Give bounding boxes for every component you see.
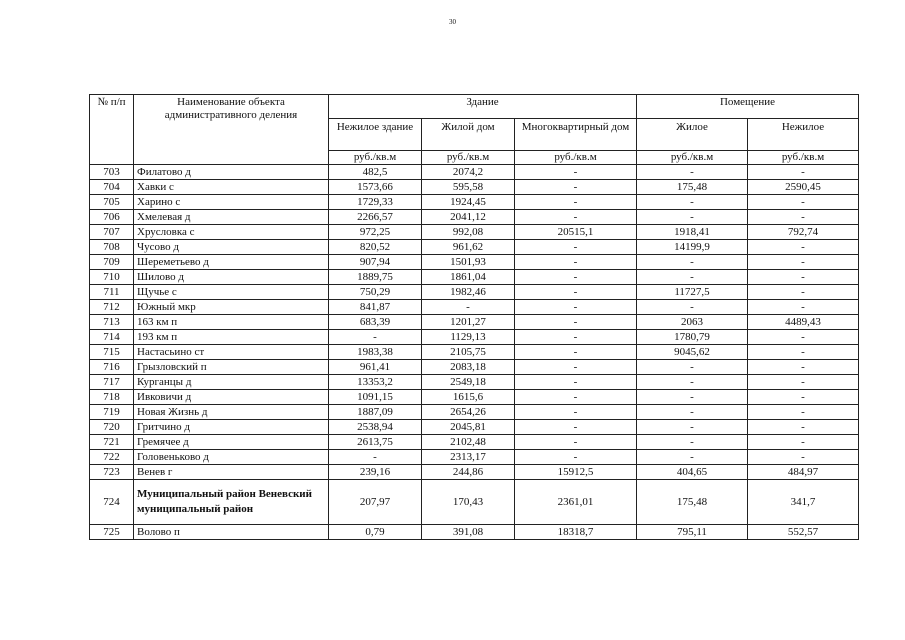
cell-nonres-premises: -	[748, 165, 859, 180]
cell-nonres-building: 1887,09	[329, 405, 422, 420]
table-row	[90, 285, 859, 300]
table-row	[90, 300, 859, 315]
cell-residential-premises: -	[637, 165, 748, 180]
row-number: 710	[90, 270, 134, 285]
row-name: 193 км п	[134, 330, 329, 345]
row-number: 719	[90, 405, 134, 420]
cell-residential-house: 992,08	[422, 225, 515, 240]
row-name: Головеньково д	[134, 450, 329, 465]
cell-residential-house: 170,43	[422, 480, 515, 525]
cell-residential-house: 2549,18	[422, 375, 515, 390]
cell-nonres-premises: -	[748, 345, 859, 360]
table-row	[90, 180, 859, 195]
row-name: Гремячее д	[134, 435, 329, 450]
cell-nonres-premises: -	[748, 255, 859, 270]
cell-residential-premises: 404,65	[637, 465, 748, 480]
table-row	[90, 360, 859, 375]
cell-nonres-premises: -	[748, 360, 859, 375]
cell-residential-premises: -	[637, 360, 748, 375]
cell-nonres-building: 482,5	[329, 165, 422, 180]
row-number: 725	[90, 525, 134, 540]
row-name: Чусово д	[134, 240, 329, 255]
cell-residential-premises: 175,48	[637, 180, 748, 195]
cell-nonres-premises: -	[748, 375, 859, 390]
cell-residential-house: 595,58	[422, 180, 515, 195]
cell-residential-premises: -	[637, 390, 748, 405]
unit-label: руб./кв.м	[329, 151, 422, 165]
table-row	[90, 450, 859, 465]
header-building-group: Здание	[329, 95, 637, 119]
cell-nonres-premises: -	[748, 450, 859, 465]
row-name: Хрусловка с	[134, 225, 329, 240]
table-row	[90, 525, 859, 540]
row-name: 163 км п	[134, 315, 329, 330]
header-residential-house: Жилой дом	[422, 119, 515, 151]
cell-residential-house: 2074,2	[422, 165, 515, 180]
row-name: Ивковичи д	[134, 390, 329, 405]
header-apartment-building: Многоквартирный дом	[515, 119, 637, 151]
row-number: 707	[90, 225, 134, 240]
cell-residential-premises: -	[637, 270, 748, 285]
cell-nonres-building: 1573,66	[329, 180, 422, 195]
cell-apartment-building: -	[515, 450, 637, 465]
row-number: 706	[90, 210, 134, 225]
cell-nonres-premises: 4489,43	[748, 315, 859, 330]
cell-residential-house: 2102,48	[422, 435, 515, 450]
table-row	[90, 270, 859, 285]
cell-nonres-premises: -	[748, 390, 859, 405]
table-row	[90, 420, 859, 435]
table-row	[90, 330, 859, 345]
row-number: 720	[90, 420, 134, 435]
cell-residential-premises: 14199,9	[637, 240, 748, 255]
header-nonres-premises: Нежилое	[748, 119, 859, 151]
row-name: Харино с	[134, 195, 329, 210]
cell-apartment-building: -	[515, 375, 637, 390]
cell-residential-premises: -	[637, 405, 748, 420]
row-name: Шилово д	[134, 270, 329, 285]
row-name: Новая Жизнь д	[134, 405, 329, 420]
header-name: Наименование объекта административного деления	[134, 95, 329, 165]
cell-residential-house: 391,08	[422, 525, 515, 540]
cell-residential-house: 1129,13	[422, 330, 515, 345]
unit-label: руб./кв.м	[748, 151, 859, 165]
cell-nonres-premises: 341,7	[748, 480, 859, 525]
cell-nonres-building: 239,16	[329, 465, 422, 480]
cell-nonres-premises: 2590,45	[748, 180, 859, 195]
cell-residential-house: 1615,6	[422, 390, 515, 405]
table-row	[90, 195, 859, 210]
cell-residential-premises: -	[637, 195, 748, 210]
table-row	[90, 210, 859, 225]
cell-residential-house: -	[422, 300, 515, 315]
row-number: 705	[90, 195, 134, 210]
cell-nonres-building: 0,79	[329, 525, 422, 540]
table-body	[90, 165, 859, 540]
cell-apartment-building: -	[515, 315, 637, 330]
row-number: 715	[90, 345, 134, 360]
cell-residential-premises: -	[637, 435, 748, 450]
cell-nonres-premises: -	[748, 330, 859, 345]
cell-residential-house: 2041,12	[422, 210, 515, 225]
row-name: Настасьино ст	[134, 345, 329, 360]
table-row	[90, 255, 859, 270]
cell-residential-premises: -	[637, 375, 748, 390]
row-number: 721	[90, 435, 134, 450]
cell-residential-premises: 2063	[637, 315, 748, 330]
cell-apartment-building: 20515,1	[515, 225, 637, 240]
cell-nonres-building: 820,52	[329, 240, 422, 255]
row-number: 703	[90, 165, 134, 180]
row-name: Курганцы д	[134, 375, 329, 390]
cell-nonres-premises: -	[748, 435, 859, 450]
table-row	[90, 375, 859, 390]
cell-apartment-building: -	[515, 240, 637, 255]
cell-nonres-building: 2266,57	[329, 210, 422, 225]
cell-nonres-building: -	[329, 450, 422, 465]
cell-apartment-building: -	[515, 360, 637, 375]
row-number: 709	[90, 255, 134, 270]
cell-nonres-building: 1091,15	[329, 390, 422, 405]
cell-residential-house: 244,86	[422, 465, 515, 480]
header-residential-premises: Жилое	[637, 119, 748, 151]
cell-residential-premises: -	[637, 420, 748, 435]
cell-residential-premises: -	[637, 255, 748, 270]
cell-apartment-building: -	[515, 435, 637, 450]
cell-residential-premises: -	[637, 210, 748, 225]
row-number: 714	[90, 330, 134, 345]
cell-residential-house: 1861,04	[422, 270, 515, 285]
cell-nonres-building: 13353,2	[329, 375, 422, 390]
table-row	[90, 405, 859, 420]
cell-residential-house: 1201,27	[422, 315, 515, 330]
cell-nonres-premises: -	[748, 195, 859, 210]
cell-nonres-building: 2538,94	[329, 420, 422, 435]
row-name: Грызловский п	[134, 360, 329, 375]
cell-residential-premises: 11727,5	[637, 285, 748, 300]
cell-nonres-building: 207,97	[329, 480, 422, 525]
cell-nonres-building: 750,29	[329, 285, 422, 300]
cell-residential-premises: -	[637, 450, 748, 465]
row-name: Хмелевая д	[134, 210, 329, 225]
cell-residential-house: 1501,93	[422, 255, 515, 270]
cell-nonres-premises: 484,97	[748, 465, 859, 480]
cell-apartment-building: -	[515, 270, 637, 285]
cell-apartment-building: -	[515, 420, 637, 435]
cell-residential-house: 2105,75	[422, 345, 515, 360]
table-row	[90, 465, 859, 480]
table-row	[90, 315, 859, 330]
cell-residential-premises: 795,11	[637, 525, 748, 540]
table-row	[90, 225, 859, 240]
row-name: Щучье с	[134, 285, 329, 300]
table-row	[90, 435, 859, 450]
cell-nonres-premises: -	[748, 285, 859, 300]
cell-nonres-building: 972,25	[329, 225, 422, 240]
cadastral-value-table	[89, 94, 859, 540]
cell-residential-house: 2045,81	[422, 420, 515, 435]
unit-label: руб./кв.м	[637, 151, 748, 165]
table-row	[90, 390, 859, 405]
row-number: 711	[90, 285, 134, 300]
cell-nonres-premises: -	[748, 300, 859, 315]
cell-residential-house: 2313,17	[422, 450, 515, 465]
row-name: Волово п	[134, 525, 329, 540]
cell-apartment-building: -	[515, 180, 637, 195]
cell-nonres-building: 1729,33	[329, 195, 422, 210]
cell-nonres-building: 1983,38	[329, 345, 422, 360]
row-name: Хавки с	[134, 180, 329, 195]
cell-nonres-premises: 552,57	[748, 525, 859, 540]
cell-apartment-building: -	[515, 255, 637, 270]
unit-label: руб./кв.м	[422, 151, 515, 165]
cell-residential-house: 2083,18	[422, 360, 515, 375]
cell-nonres-premises: -	[748, 210, 859, 225]
cell-nonres-premises: -	[748, 405, 859, 420]
cell-nonres-building: -	[329, 330, 422, 345]
cell-apartment-building: -	[515, 390, 637, 405]
table-row	[90, 240, 859, 255]
cell-nonres-building: 1889,75	[329, 270, 422, 285]
cell-apartment-building: -	[515, 345, 637, 360]
cell-apartment-building: -	[515, 165, 637, 180]
cell-residential-premises: 9045,62	[637, 345, 748, 360]
row-name: Муниципальный район Веневский муниципальный район	[134, 480, 329, 525]
row-number: 708	[90, 240, 134, 255]
cell-nonres-building: 841,87	[329, 300, 422, 315]
table-row	[90, 480, 859, 525]
header-num: № п/п	[90, 95, 134, 165]
row-number: 724	[90, 480, 134, 525]
row-name: Венев г	[134, 465, 329, 480]
row-number: 712	[90, 300, 134, 315]
row-name: Южный мкр	[134, 300, 329, 315]
row-number: 718	[90, 390, 134, 405]
cell-residential-premises: -	[637, 300, 748, 315]
row-number: 713	[90, 315, 134, 330]
cell-residential-house: 2654,26	[422, 405, 515, 420]
cell-nonres-premises: -	[748, 240, 859, 255]
header-nonres-building: Нежилое здание	[329, 119, 422, 151]
row-number: 722	[90, 450, 134, 465]
header-premises-group: Помещение	[637, 95, 859, 119]
page-number: 30	[449, 18, 456, 26]
cell-apartment-building: 2361,01	[515, 480, 637, 525]
cell-residential-premises: 1918,41	[637, 225, 748, 240]
cell-nonres-premises: -	[748, 420, 859, 435]
cell-residential-premises: 175,48	[637, 480, 748, 525]
row-name: Гритчино д	[134, 420, 329, 435]
cell-apartment-building: -	[515, 300, 637, 315]
row-number: 723	[90, 465, 134, 480]
row-name: Филатово д	[134, 165, 329, 180]
cell-apartment-building: 15912,5	[515, 465, 637, 480]
cell-nonres-premises: 792,74	[748, 225, 859, 240]
cell-apartment-building: -	[515, 330, 637, 345]
row-number: 717	[90, 375, 134, 390]
cell-residential-house: 1982,46	[422, 285, 515, 300]
cell-apartment-building: -	[515, 285, 637, 300]
cell-residential-house: 961,62	[422, 240, 515, 255]
cell-apartment-building: -	[515, 405, 637, 420]
cell-nonres-premises: -	[748, 270, 859, 285]
cell-apartment-building: -	[515, 210, 637, 225]
row-number: 704	[90, 180, 134, 195]
row-name: Шереметьево д	[134, 255, 329, 270]
table-row	[90, 165, 859, 180]
table-row	[90, 345, 859, 360]
row-number: 716	[90, 360, 134, 375]
unit-label: руб./кв.м	[515, 151, 637, 165]
cell-nonres-building: 961,41	[329, 360, 422, 375]
cell-residential-premises: 1780,79	[637, 330, 748, 345]
cell-apartment-building: -	[515, 195, 637, 210]
cell-nonres-building: 683,39	[329, 315, 422, 330]
cell-apartment-building: 18318,7	[515, 525, 637, 540]
cell-residential-house: 1924,45	[422, 195, 515, 210]
cell-nonres-building: 2613,75	[329, 435, 422, 450]
cell-nonres-building: 907,94	[329, 255, 422, 270]
